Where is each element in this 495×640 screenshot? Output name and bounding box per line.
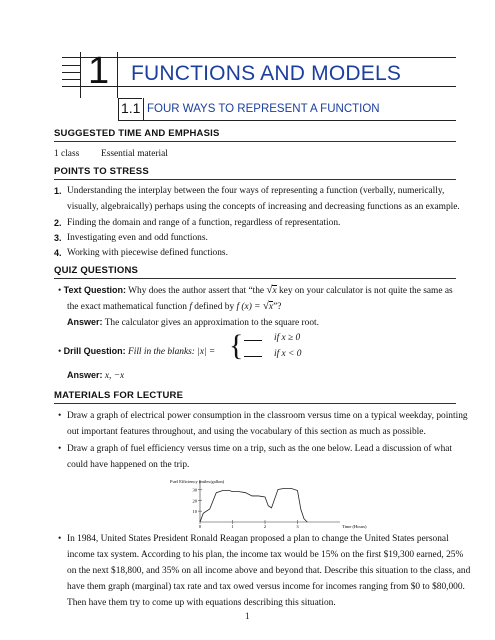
point-number: 3.	[54, 233, 62, 243]
time-classes: 1 class	[54, 149, 80, 159]
header-rule	[118, 120, 456, 121]
chapter-title: FUNCTIONS AND MODELS	[131, 62, 402, 85]
answer-label: Answer:	[67, 370, 103, 380]
page-number: 1	[245, 611, 250, 621]
points-heading: POINTS TO STRESS	[54, 166, 149, 177]
bullet: •	[58, 444, 62, 454]
x-tick-label: 3	[296, 524, 299, 529]
time-emphasis: Essential material	[101, 149, 168, 159]
material-text: out important features throughout, and using the vocabulary of this section as much as possible.	[67, 427, 426, 437]
chapter-number: 1	[88, 50, 110, 92]
math-f: f	[189, 302, 192, 312]
sqrt-argument: x	[268, 302, 274, 312]
sqrt-expression: √x	[266, 284, 277, 296]
header-rule	[62, 65, 80, 66]
y-tick-label: 30	[192, 487, 197, 493]
section-number: 1.1	[121, 100, 141, 116]
text-question-part: the exact mathematical function	[67, 302, 187, 312]
point-text: visually, algebraically) perhaps using the concepts of increasing and decreasing functions as an example.	[67, 202, 460, 212]
bullet: •	[58, 286, 64, 296]
material-text: In 1984, United States President Ronald Reagan proposed a plan to change the United States personal	[67, 534, 449, 544]
material-text: could have happened on the trip.	[67, 460, 190, 470]
bullet: •	[58, 534, 62, 544]
text-question-part: ”?	[273, 302, 282, 312]
point-text: Investigating even and odd functions.	[67, 233, 208, 243]
text-question-part: Why does the author assert that “the	[128, 286, 265, 296]
text-question-part: defined by	[194, 302, 235, 312]
brace: {	[229, 329, 244, 362]
material-text: on the next $18,800, and 35% on all income above and beyond that. Describe this situation to the class, and	[67, 566, 471, 576]
material-text: Draw a graph of fuel efficiency versus time on a trip, such as the one below. Lead a discussion of what	[67, 444, 453, 454]
y-tick-label: 10	[192, 509, 197, 515]
fuel-efficiency-chart	[160, 474, 367, 529]
header-rule	[62, 57, 456, 58]
answer-line	[67, 314, 319, 331]
series-line	[200, 488, 307, 522]
material-text: income tax system. According to his plan, the income tax would be 15% on the first $19,300 earned, 25%	[67, 550, 464, 560]
drill-question-line	[58, 343, 215, 360]
math-fx: f (x) =	[236, 302, 261, 312]
material-text: Draw a graph of electrical power consumption in the classroom versus time on a typical weekday, pointing	[67, 411, 468, 421]
heading-rule	[54, 278, 456, 279]
y-axis-label: Fuel Efficiency (miles/gallon)	[170, 479, 225, 484]
header-rule	[62, 86, 456, 87]
text-question-line	[58, 282, 453, 299]
drill-question-text: Fill in the blanks: |x| =	[128, 347, 216, 357]
y-tick-label: 20	[192, 498, 197, 504]
materials-heading: MATERIALS FOR LECTURE	[54, 390, 184, 401]
sqrt-expression: √x	[262, 300, 274, 312]
answer-label: Answer:	[67, 317, 103, 327]
x-tick-label: 0	[198, 524, 202, 529]
drill-question-label: Drill Question:	[63, 346, 126, 356]
heading-rule	[54, 403, 456, 404]
x-tick-label: 1	[231, 524, 234, 529]
quiz-heading: QUIZ QUESTIONS	[54, 265, 139, 276]
blank-1	[244, 340, 262, 341]
header-rule	[62, 79, 80, 80]
text-question-label: Text Question:	[63, 285, 126, 295]
material-text: have them graph (marginal) tax rate and tax owed versus income for incomes ranging from $0 to $80,000.	[67, 582, 465, 592]
sqrt-argument: x	[272, 286, 277, 296]
answer-text: The calculator gives an approximation to the square root.	[104, 318, 319, 328]
material-text: Then have them try to come up with equations describing this situation.	[67, 598, 336, 608]
heading-rule	[54, 179, 456, 180]
section-title: FOUR WAYS TO REPRESENT A FUNCTION	[147, 103, 380, 115]
x-axis-label: Time (Hours)	[342, 524, 367, 529]
bullet: •	[58, 411, 62, 421]
bullet: •	[58, 347, 64, 357]
answer-text: x, −x	[104, 371, 125, 381]
point-text: Understanding the interplay between the four ways of representing a function (verbally, numerically,	[67, 186, 445, 196]
heading-rule	[54, 141, 456, 142]
case-1: if x ≥ 0	[274, 333, 301, 343]
time-heading: SUGGESTED TIME AND EMPHASIS	[54, 128, 220, 139]
blank-2	[244, 356, 262, 357]
point-number: 2.	[54, 218, 62, 228]
x-tick-label: 2	[263, 524, 267, 529]
point-text: Finding the domain and range of a function, regardless of representation.	[67, 218, 341, 228]
answer-line	[67, 367, 124, 384]
case-2: if x < 0	[274, 349, 302, 359]
point-number: 1.	[54, 186, 62, 196]
point-text: Working with piecewise defined functions.	[67, 248, 228, 258]
point-number: 4.	[54, 248, 62, 258]
header-rule	[62, 72, 80, 73]
text-question-part: key on your calculator is not quite the same as	[278, 286, 453, 296]
text-question-line	[67, 298, 281, 315]
